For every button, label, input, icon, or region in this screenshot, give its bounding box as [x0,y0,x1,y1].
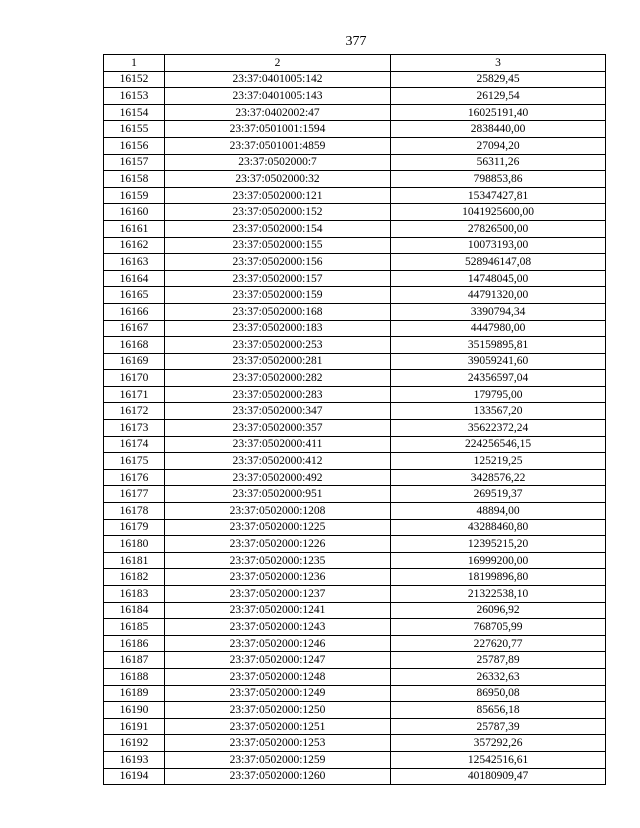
table-row [104,270,606,287]
row-number-cell: 16166 [104,303,165,320]
table-row [104,154,606,171]
cadastral-value-cell: 21322538,10 [391,586,606,603]
cadastral-number-cell: 23:37:0502000:1260 [165,768,391,785]
table-row [104,436,606,453]
table-header-row [104,55,606,72]
cadastral-value-cell: 24356597,04 [391,370,606,387]
cadastral-value-cell: 12395215,20 [391,536,606,553]
cadastral-number-cell: 23:37:0502000:121 [165,187,391,204]
cadastral-value-cell: 133567,20 [391,403,606,420]
row-number-cell: 16175 [104,453,165,470]
cadastral-number-cell: 23:37:0401005:143 [165,88,391,105]
table-row [104,121,606,138]
row-number-cell: 16165 [104,287,165,304]
cadastral-value-cell: 3390794,34 [391,303,606,320]
table-row [104,469,606,486]
table-row [104,503,606,520]
table-row [104,519,606,536]
cadastral-number-cell: 23:37:0502000:154 [165,220,391,237]
row-number-cell: 16191 [104,718,165,735]
cadastral-value-cell: 2838440,00 [391,121,606,138]
cadastral-value-cell: 27094,20 [391,137,606,154]
table-row [104,586,606,603]
cadastral-number-cell: 23:37:0502000:1247 [165,652,391,669]
cadastral-value-table [103,54,606,785]
table-row [104,652,606,669]
cadastral-value-cell: 269519,37 [391,486,606,503]
table-row [104,88,606,105]
cadastral-number-cell: 23:37:0502000:357 [165,420,391,437]
cadastral-value-cell: 798853,86 [391,171,606,188]
cadastral-value-cell: 39059241,60 [391,353,606,370]
table-row [104,635,606,652]
cadastral-number-cell: 23:37:0401005:142 [165,71,391,88]
row-number-cell: 16193 [104,751,165,768]
table-row [104,220,606,237]
row-number-cell: 16152 [104,71,165,88]
row-number-cell: 16156 [104,137,165,154]
row-number-cell: 16189 [104,685,165,702]
cadastral-number-cell: 23:37:0502000:1235 [165,552,391,569]
cadastral-number-cell: 23:37:0502000:1249 [165,685,391,702]
table-row [104,403,606,420]
row-number-cell: 16163 [104,254,165,271]
table-row [104,602,606,619]
cadastral-number-cell: 23:37:0502000:492 [165,469,391,486]
cadastral-number-cell: 23:37:0502000:7 [165,154,391,171]
row-number-cell: 16153 [104,88,165,105]
table-row [104,702,606,719]
row-number-cell: 16170 [104,370,165,387]
page-number: 377 [345,34,367,49]
cadastral-value-cell: 35622372,24 [391,420,606,437]
table-row [104,237,606,254]
row-number-cell: 16181 [104,552,165,569]
table-row [104,386,606,403]
cadastral-value-cell: 40180909,47 [391,768,606,785]
row-number-cell: 16186 [104,635,165,652]
column-header-3: 3 [391,55,606,72]
cadastral-number-cell: 23:37:0502000:281 [165,353,391,370]
cadastral-number-cell: 23:37:0501001:4859 [165,137,391,154]
table-body [104,71,606,785]
table-row [104,171,606,188]
row-number-cell: 16178 [104,503,165,520]
cadastral-value-cell: 85656,18 [391,702,606,719]
table-row [104,486,606,503]
table-row [104,204,606,221]
row-number-cell: 16180 [104,536,165,553]
cadastral-number-cell: 23:37:0502000:156 [165,254,391,271]
row-number-cell: 16177 [104,486,165,503]
cadastral-number-cell: 23:37:0502000:1226 [165,536,391,553]
row-number-cell: 16167 [104,320,165,337]
table-row [104,71,606,88]
cadastral-value-cell: 15347427,81 [391,187,606,204]
row-number-cell: 16171 [104,386,165,403]
table-row [104,370,606,387]
cadastral-value-cell: 357292,26 [391,735,606,752]
row-number-cell: 16169 [104,353,165,370]
table-row [104,453,606,470]
cadastral-number-cell: 23:37:0502000:1248 [165,668,391,685]
cadastral-number-cell: 23:37:0502000:183 [165,320,391,337]
table-row [104,353,606,370]
cadastral-value-cell: 56311,26 [391,154,606,171]
cadastral-number-cell: 23:37:0502000:155 [165,237,391,254]
cadastral-number-cell: 23:37:0502000:347 [165,403,391,420]
row-number-cell: 16179 [104,519,165,536]
cadastral-value-cell: 528946147,08 [391,254,606,271]
table-row [104,320,606,337]
cadastral-value-cell: 26129,54 [391,88,606,105]
row-number-cell: 16168 [104,337,165,354]
table-row [104,254,606,271]
row-number-cell: 16194 [104,768,165,785]
cadastral-value-cell: 3428576,22 [391,469,606,486]
cadastral-number-cell: 23:37:0502000:1250 [165,702,391,719]
cadastral-number-cell: 23:37:0502000:1259 [165,751,391,768]
cadastral-number-cell: 23:37:0502000:282 [165,370,391,387]
row-number-cell: 16158 [104,171,165,188]
cadastral-number-cell: 23:37:0502000:1208 [165,503,391,520]
cadastral-value-cell: 26096,92 [391,602,606,619]
column-header-2: 2 [165,55,391,72]
row-number-cell: 16164 [104,270,165,287]
row-number-cell: 16173 [104,420,165,437]
row-number-cell: 16157 [104,154,165,171]
row-number-cell: 16154 [104,104,165,121]
cadastral-value-cell: 43288460,80 [391,519,606,536]
row-number-cell: 16155 [104,121,165,138]
cadastral-number-cell: 23:37:0502000:283 [165,386,391,403]
cadastral-value-cell: 125219,25 [391,453,606,470]
cadastral-value-cell: 227620,77 [391,635,606,652]
table-row [104,569,606,586]
cadastral-value-cell: 25787,39 [391,718,606,735]
table-row [104,137,606,154]
row-number-cell: 16183 [104,586,165,603]
cadastral-value-cell: 768705,99 [391,619,606,636]
cadastral-value-cell: 14748045,00 [391,270,606,287]
cadastral-number-cell: 23:37:0502000:1225 [165,519,391,536]
cadastral-number-cell: 23:37:0502000:951 [165,486,391,503]
cadastral-number-cell: 23:37:0502000:159 [165,287,391,304]
table-row [104,536,606,553]
table-row [104,751,606,768]
cadastral-value-cell: 48894,00 [391,503,606,520]
row-number-cell: 16192 [104,735,165,752]
row-number-cell: 16188 [104,668,165,685]
cadastral-number-cell: 23:37:0502000:1253 [165,735,391,752]
cadastral-value-cell: 16999200,00 [391,552,606,569]
column-header-1: 1 [104,55,165,72]
row-number-cell: 16182 [104,569,165,586]
row-number-cell: 16162 [104,237,165,254]
cadastral-number-cell: 23:37:0502000:1236 [165,569,391,586]
cadastral-value-cell: 4447980,00 [391,320,606,337]
cadastral-number-cell: 23:37:0502000:1246 [165,635,391,652]
cadastral-number-cell: 23:37:0402002:47 [165,104,391,121]
cadastral-number-cell: 23:37:0502000:1251 [165,718,391,735]
table-row [104,668,606,685]
table-row [104,337,606,354]
cadastral-value-cell: 44791320,00 [391,287,606,304]
cadastral-number-cell: 23:37:0502000:412 [165,453,391,470]
table-row [104,718,606,735]
cadastral-value-cell: 16025191,40 [391,104,606,121]
row-number-cell: 16185 [104,619,165,636]
row-number-cell: 16184 [104,602,165,619]
table-row [104,685,606,702]
cadastral-number-cell: 23:37:0502000:1241 [165,602,391,619]
cadastral-number-cell: 23:37:0502000:1243 [165,619,391,636]
cadastral-value-cell: 12542516,61 [391,751,606,768]
cadastral-value-cell: 179795,00 [391,386,606,403]
table-row [104,303,606,320]
row-number-cell: 16190 [104,702,165,719]
table-row [104,768,606,785]
row-number-cell: 16187 [104,652,165,669]
table-row [104,619,606,636]
cadastral-number-cell: 23:37:0502000:168 [165,303,391,320]
row-number-cell: 16161 [104,220,165,237]
cadastral-value-cell: 25829,45 [391,71,606,88]
cadastral-number-cell: 23:37:0501001:1594 [165,121,391,138]
cadastral-value-cell: 35159895,81 [391,337,606,354]
cadastral-number-cell: 23:37:0502000:1237 [165,586,391,603]
cadastral-value-cell: 26332,63 [391,668,606,685]
table-row [104,735,606,752]
row-number-cell: 16172 [104,403,165,420]
table-row [104,420,606,437]
row-number-cell: 16176 [104,469,165,486]
cadastral-value-cell: 224256546,15 [391,436,606,453]
table-row [104,187,606,204]
row-number-cell: 16159 [104,187,165,204]
cadastral-number-cell: 23:37:0502000:152 [165,204,391,221]
cadastral-value-cell: 25787,89 [391,652,606,669]
table-row [104,104,606,121]
cadastral-value-cell: 27826500,00 [391,220,606,237]
cadastral-value-cell: 18199896,80 [391,569,606,586]
row-number-cell: 16160 [104,204,165,221]
cadastral-number-cell: 23:37:0502000:32 [165,171,391,188]
table-row [104,552,606,569]
table-row [104,287,606,304]
row-number-cell: 16174 [104,436,165,453]
cadastral-value-cell: 10073193,00 [391,237,606,254]
cadastral-number-cell: 23:37:0502000:253 [165,337,391,354]
cadastral-value-cell: 86950,08 [391,685,606,702]
cadastral-number-cell: 23:37:0502000:411 [165,436,391,453]
cadastral-value-cell: 1041925600,00 [391,204,606,221]
cadastral-number-cell: 23:37:0502000:157 [165,270,391,287]
